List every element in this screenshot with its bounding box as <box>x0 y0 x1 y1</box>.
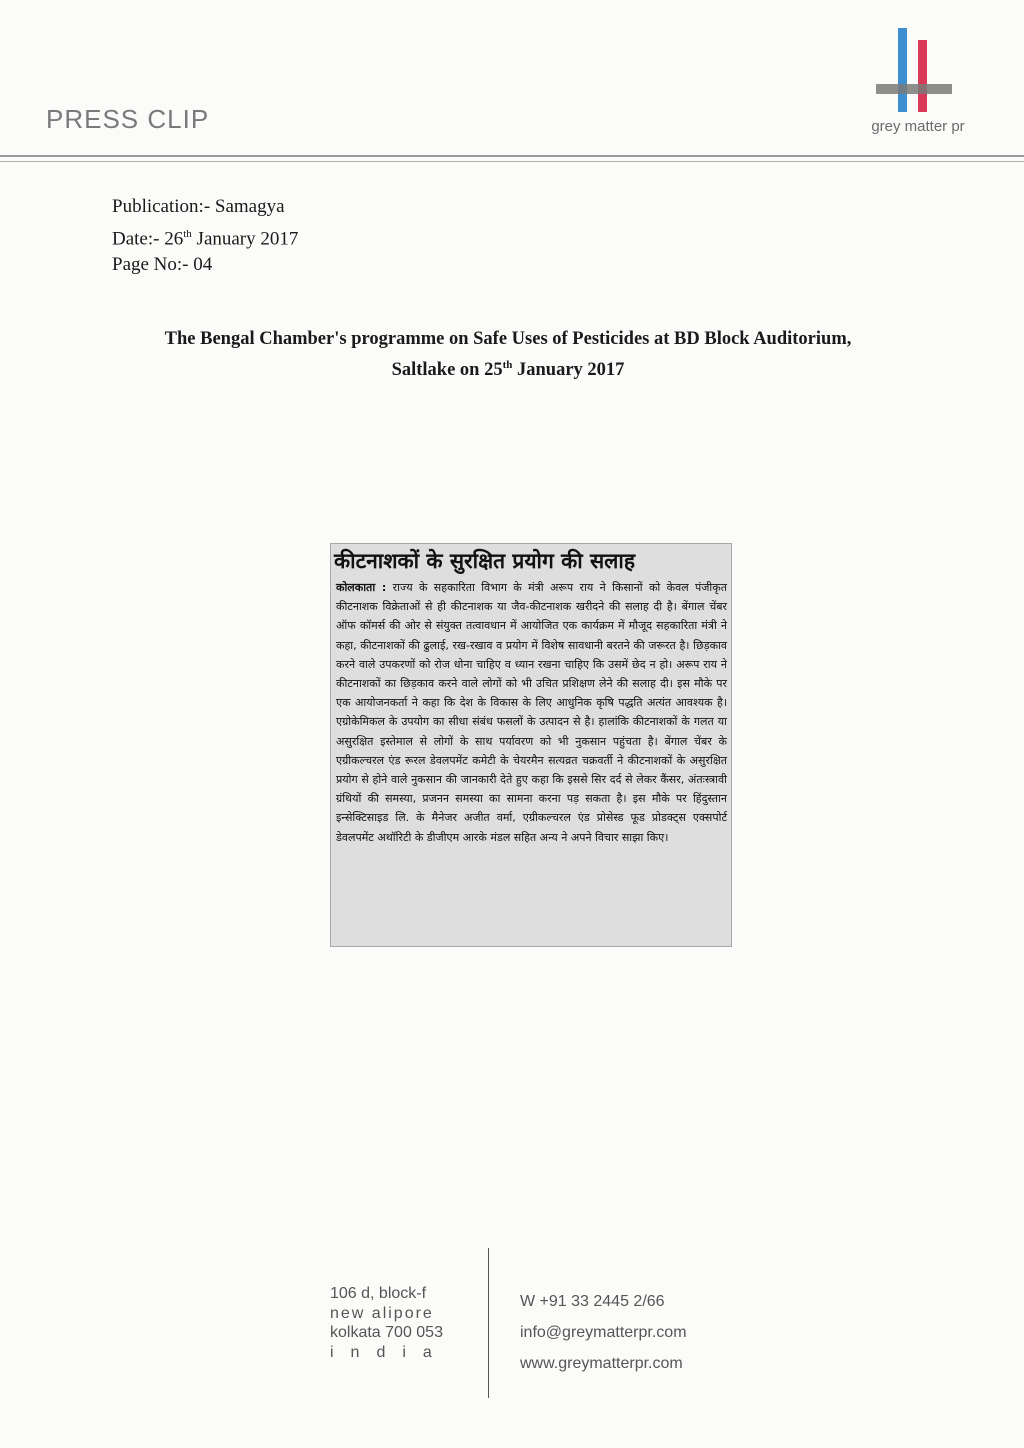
grey-matter-logo <box>850 28 980 138</box>
date-prefix: Date:- 26 <box>112 227 184 249</box>
address-line-2: new alipore <box>330 1304 434 1322</box>
headline-line-2-suffix: January 2017 <box>512 360 625 381</box>
date-sup: th <box>183 227 192 240</box>
headline-sup: th <box>502 359 513 371</box>
logo-mark-icon <box>876 28 956 114</box>
address-line-1: 106 d, block-f <box>330 1285 427 1302</box>
newspaper-clipping <box>330 543 732 947</box>
date-suffix: January 2017 <box>191 227 299 249</box>
clipping-text: राज्य के सहकारिता विभाग के मंत्री अरूप राय ने किसानों को केवल पंजीकृत कीटनाशक विक्रेताओं से ही कीटनाशक या जैव-कीटनाशक खरीदने की सलाह दी है। बेंगाल चेंबर ऑफ कॉमर्स की ओर से संयुक्त तत्वावधान में आयोजित एक कार्यक्रम में मौजूद सहकारिता मंत्री ने कहा, कीटनाशकों की ढुलाई, रख-रखाव व प्रयोग में विशेष सावधानी बरतने की जरूरत है। छिड़काव करने वाले उपकरणों को रोज धोना चाहिए व ध्यान रखना चाहिए कि उसमें छेद न हो। अरूप राय ने कीटनाशकों का छिड़काव करने वाले लोगों को भी उचित प्रशिक्षण लेने की सलाह दी। इस मौके पर एक आयोजनकर्ता ने कहा कि देश के विकास के लिए आधुनिक कृषि पद्धति अत्यंत आवश्यक है। एग्रोकेमिकल के उपयोग का सीधा संबंध फसलों के उत्पादन से है। हालांकि कीटनाशकों के गलत या असुरक्षित इस्तेमाल से लोगों के साथ पर्यावरण को भी नुकसान पहुंचता है। बेंगाल चेंबर के एग्रीकल्चरल एंड रूरल डेवलपमेंट कमेटी के चेयरमैन सत्यव्रत चक्रवर्ती ने कीटनाशकों के असुरक्षित प्रयोग से होने वाले नुकसान की जानकारी देते हुए कहा कि इससे सिर दर्द से लेकर कैंसर, अंतःस्त्रावी ग्रंथियों की समस्या, प्रजनन समस्या का सामना करना पड़ सकता है। इस मौके पर हिंदुस्तान इन्सेक्टिसाइड लि. के मैनेजर अजीत वर्मा, एग्रीकल्चरल एंड प्रोसेस्ड फूड प्रोडक्ट्स एक्सपोर्ट डेवलपमेंट अथॉरिटी के डीजीएम आरके मंडल सहित अन्य ने अपने विचार साझा किए। <box>336 581 727 844</box>
publication-meta <box>112 194 298 279</box>
clipping-dateline: कोलकाता : <box>336 581 387 594</box>
email-link[interactable]: info@greymatterpr.com <box>520 1324 687 1341</box>
headline-line-1: The Bengal Chamber's programme on Safe Uses of Pesticides at BD Block Auditorium, <box>164 329 852 349</box>
press-clip-label: PRESS CLIP <box>46 104 210 134</box>
website-link[interactable]: www.greymatterpr.com <box>520 1355 683 1372</box>
clipping-title: कीटनाशकों के सुरक्षित प्रयोग की सलाह <box>334 549 636 573</box>
footer-contact <box>520 1286 687 1379</box>
address-line-3: kolkata 700 053 <box>330 1324 443 1341</box>
event-headline <box>112 326 904 383</box>
headline-line-2 <box>112 352 904 383</box>
header-rule-thin <box>0 161 1024 162</box>
footer-divider <box>488 1248 489 1398</box>
headline-line-2-prefix: Saltlake on 25 <box>391 360 503 381</box>
date-line <box>112 221 298 253</box>
phone-number: W +91 33 2445 2/66 <box>520 1293 665 1310</box>
page-no-line: Page No:- 04 <box>112 254 213 276</box>
logo-text: grey matter pr <box>871 118 965 135</box>
clipping-body <box>336 578 727 847</box>
publication-line: Publication:- Samagya <box>112 196 285 217</box>
address-line-4: india <box>330 1343 449 1361</box>
header-rule <box>0 155 1024 157</box>
footer-address <box>330 1284 449 1362</box>
